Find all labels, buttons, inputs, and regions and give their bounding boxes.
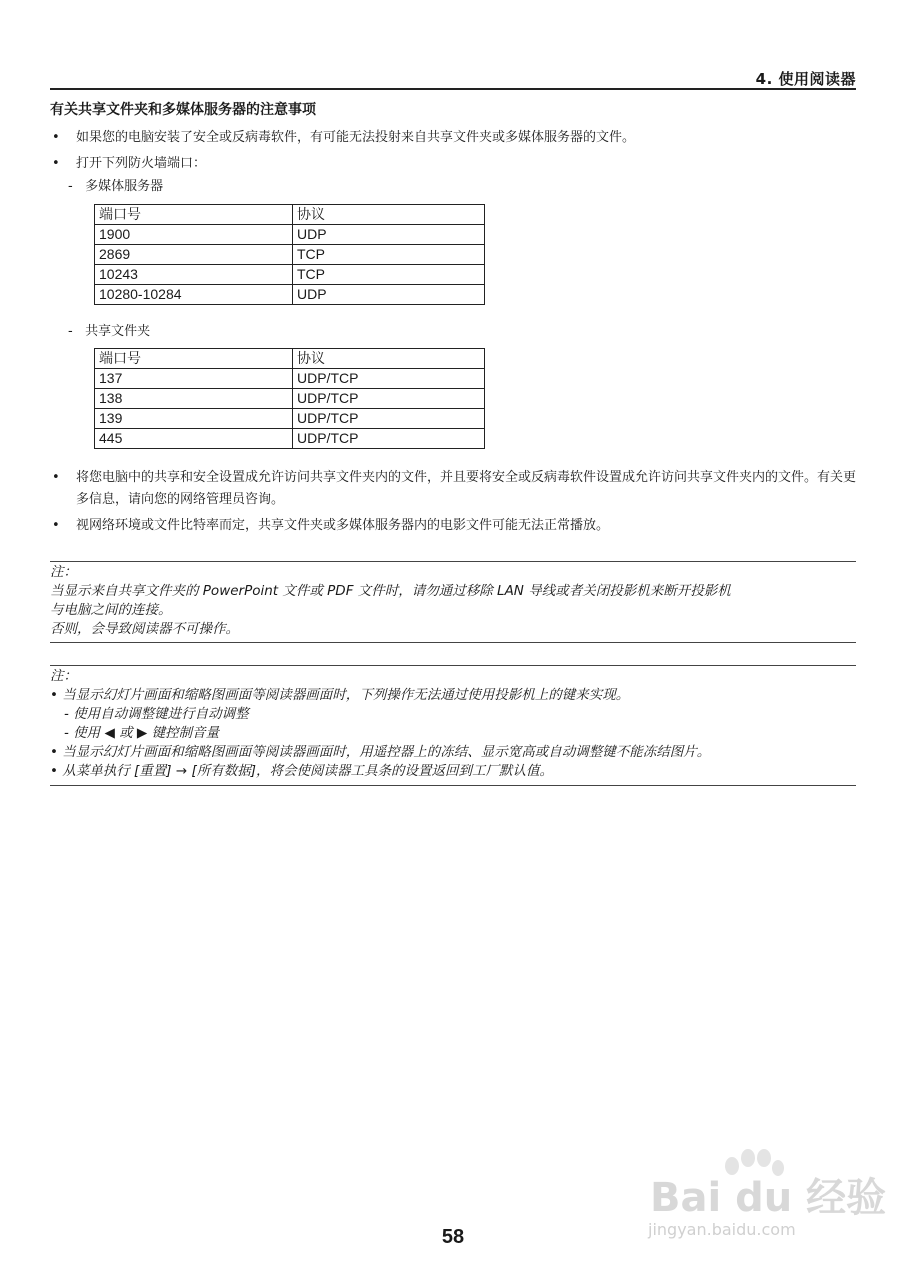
protocol-cell: UDP/TCP — [293, 369, 485, 389]
table-row — [95, 245, 485, 265]
note-line: 与电脑之间的连接。 — [50, 602, 172, 618]
port-cell: 10243 — [95, 265, 293, 285]
note-line: - 使用 ◀ 或 ▶ 键控制音量 — [64, 725, 220, 741]
protocol-cell: TCP — [293, 245, 485, 265]
sub-item-label: 多媒体服务器 — [85, 179, 164, 194]
dash: - — [68, 324, 73, 339]
note-top-rule — [50, 665, 856, 666]
media-server-port-table — [94, 204, 485, 305]
sub-item-shared-folder — [68, 322, 150, 342]
bullet-text: 将您电脑中的共享和安全设置成允许访问共享文件夹内的文件，并且要将安全或反病毒软件设置成允许访问共享文件夹内的文件。有关更多信息，请向您的网络管理员咨询。 — [76, 470, 857, 507]
port-cell: 138 — [95, 389, 293, 409]
sub-item-media-server — [68, 177, 163, 197]
note-label: 注： — [50, 564, 77, 580]
table-row — [95, 285, 485, 305]
table-header-cell: 协议 — [293, 205, 485, 225]
protocol-cell: TCP — [293, 265, 485, 285]
port-cell: 10280-10284 — [95, 285, 293, 305]
note-box-1 — [50, 563, 856, 639]
dash: - — [68, 179, 73, 194]
table-header-row — [95, 205, 485, 225]
protocol-cell: UDP/TCP — [293, 429, 485, 449]
note-line: 否则，会导致阅读器不可操作。 — [50, 621, 239, 637]
header-rule — [50, 88, 856, 90]
bullet-item — [50, 467, 856, 511]
table-row — [95, 369, 485, 389]
port-cell: 139 — [95, 409, 293, 429]
table-header-row — [95, 349, 485, 369]
bullet-item — [50, 127, 856, 149]
note-line: - 使用自动调整键进行自动调整 — [64, 706, 249, 722]
table-row — [95, 225, 485, 245]
note-line: 当显示来自共享文件夹的 PowerPoint 文件或 PDF 文件时，请勿通过移除 LAN 导线或者关闭投影机来断开投影机 — [50, 583, 731, 599]
port-cell: 1900 — [95, 225, 293, 245]
table-header-cell: 端口号 — [95, 349, 293, 369]
bullet-dot: • — [52, 470, 60, 485]
port-cell: 137 — [95, 369, 293, 389]
note-top-rule — [50, 561, 856, 562]
bullet-dot: • — [52, 130, 60, 145]
bullet-dot: • — [52, 156, 60, 171]
bullet-item — [50, 153, 856, 175]
protocol-cell: UDP — [293, 225, 485, 245]
sub-item-label: 共享文件夹 — [85, 324, 151, 339]
bullet-text: 打开下列防火墙端口： — [76, 156, 207, 171]
watermark-url: jingyan.baidu.com — [648, 1220, 796, 1239]
protocol-cell: UDP/TCP — [293, 409, 485, 429]
table-header-cell: 协议 — [293, 349, 485, 369]
note-line: • 当显示幻灯片画面和缩略图画面等阅读器画面时，用遥控器上的冻结、显示宽高或自动调整键不能冻结图片。 — [50, 744, 711, 760]
port-cell: 445 — [95, 429, 293, 449]
note-label: 注： — [50, 668, 77, 684]
table-row — [95, 265, 485, 285]
chapter-header: 4. 使用阅读器 — [755, 70, 856, 88]
note-bottom-rule — [50, 642, 856, 643]
bullet-dot: • — [52, 518, 60, 533]
note-bottom-rule — [50, 785, 856, 786]
bullet-item — [50, 515, 856, 537]
table-header-cell: 端口号 — [95, 205, 293, 225]
note-box-2 — [50, 667, 856, 781]
port-cell: 2869 — [95, 245, 293, 265]
bullet-text: 视网络环境或文件比特率而定，共享文件夹或多媒体服务器内的电影文件可能无法正常播放。 — [76, 518, 610, 533]
protocol-cell: UDP — [293, 285, 485, 305]
watermark-logo: Bai du 经验 — [650, 1175, 887, 1221]
note-line: • 从菜单执行 [重置] → [所有数据]，将会使阅读器工具条的设置返回到工厂默认值。 — [50, 763, 554, 779]
protocol-cell: UDP/TCP — [293, 389, 485, 409]
bullet-text: 如果您的电脑安装了安全或反病毒软件，有可能无法投射来自共享文件夹或多媒体服务器的文件。 — [76, 130, 636, 145]
section-title: 有关共享文件夹和多媒体服务器的注意事项 — [50, 102, 316, 118]
shared-folder-port-table — [94, 348, 485, 449]
note-line: • 当显示幻灯片画面和缩略图画面等阅读器画面时，下列操作无法通过使用投影机上的键来实现。 — [50, 687, 630, 703]
table-row — [95, 389, 485, 409]
table-row — [95, 409, 485, 429]
table-row — [95, 429, 485, 449]
page-number: 58 — [441, 1226, 465, 1248]
